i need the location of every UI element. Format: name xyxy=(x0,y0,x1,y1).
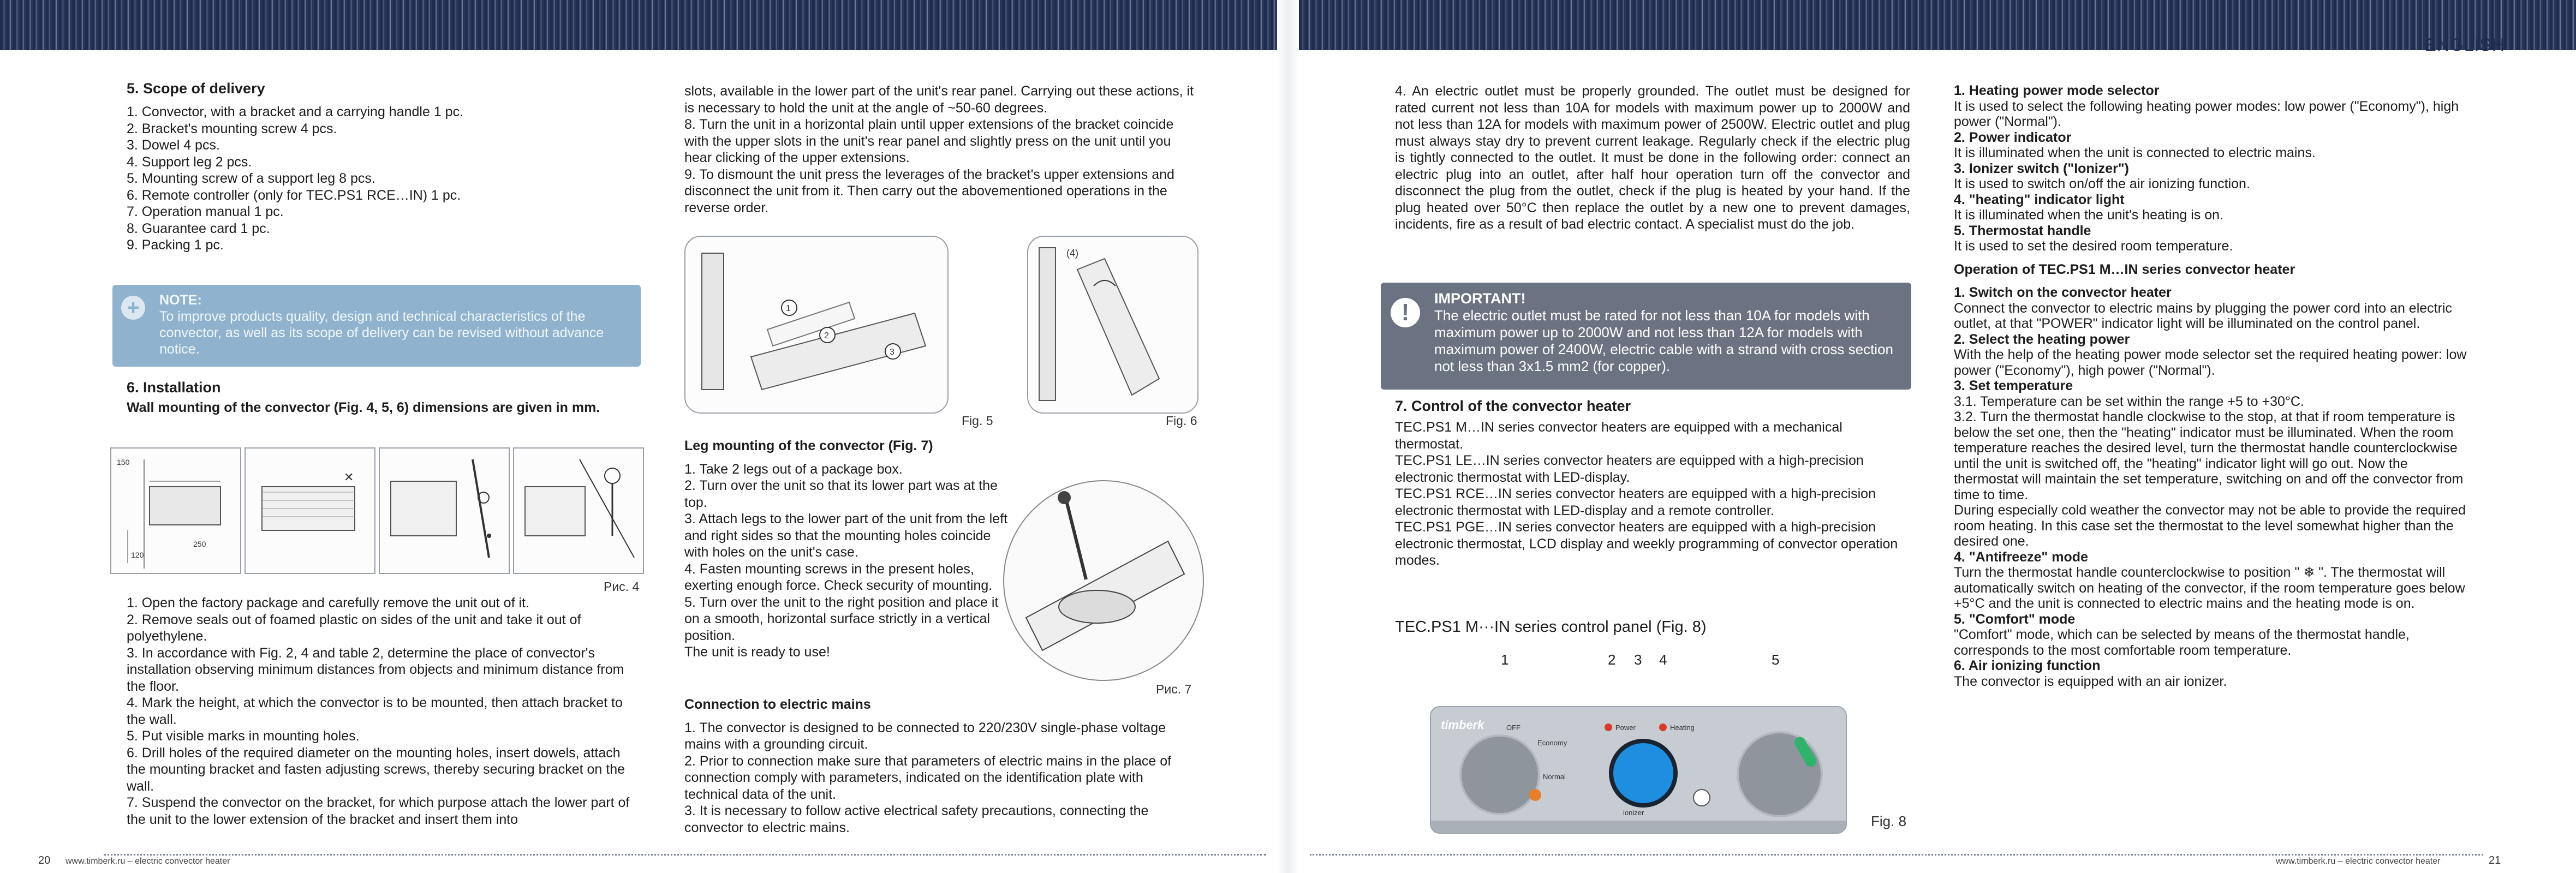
operation-step-title: 2. Select the heating power xyxy=(1954,331,2130,347)
ionizer-switch[interactable] xyxy=(1609,739,1678,808)
svg-text:3: 3 xyxy=(890,348,895,357)
leg-mounting-section xyxy=(684,438,1010,661)
scope-item: 3. Dowel 4 pcs. xyxy=(127,137,220,153)
fig8-caption: Fig. 8 xyxy=(1871,813,1907,829)
callout-number: 1 xyxy=(1501,651,1509,668)
panel-item-title: 2. Power indicator xyxy=(1954,129,2072,145)
fig4-panel-3 xyxy=(379,447,510,574)
page-number-left: 20 xyxy=(38,854,51,866)
fig4-panel-2 xyxy=(245,447,375,574)
fig7-caption: Рис. 7 xyxy=(1156,682,1192,696)
operation-step-title: 1. Switch on the convector heater xyxy=(1954,285,2172,300)
plus-info-icon: + xyxy=(121,296,145,320)
heating-label: Heating xyxy=(1670,723,1695,732)
svg-text:150: 150 xyxy=(117,458,130,467)
mains-step: 1. The convector is designed to be connected to 220/230V single-phase voltage mains with a grounding circuit. xyxy=(684,720,1166,752)
mounting-step: 9. To dismount the unit press the leverages of the bracket's upper extensions and disconnect the unit from it. Then carry out the abovementioned operations in the reverse order. xyxy=(684,166,1174,216)
install-step: 6. Drill holes of the required diameter on the mounting holes, insert dowels, attach the mounting bracket and fasten adjusting screws, thereby securing bracket on the wall. xyxy=(127,745,625,794)
svg-text:250: 250 xyxy=(193,540,206,548)
install-step: 5. Put visible marks in mounting holes. xyxy=(127,728,360,744)
right-column-2 xyxy=(1954,83,2467,689)
operation-step xyxy=(1954,332,2467,379)
thermostat-handle[interactable] xyxy=(1737,731,1823,817)
scope-list xyxy=(127,104,642,254)
mains-heading: Connection to electric mains xyxy=(684,697,871,712)
panel-item xyxy=(1954,192,2467,223)
install-step: 1. Open the factory package and carefully remove the unit out of it. xyxy=(127,595,529,611)
economy-label: Economy xyxy=(1537,739,1567,747)
left-column-1 xyxy=(127,80,642,254)
callout-number: 3 xyxy=(1634,651,1642,668)
scope-item: 2. Bracket's mounting screw 4 pcs. xyxy=(127,121,337,136)
brand-logo: timberk xyxy=(1441,718,1484,732)
operation-step-text: 3.1. Temperature can be set within the range +5 to +30°C. 3.2. Turn the thermostat handle clockwise to the stop, at that if room temperature is below the set one, then the "heating" indicator must be illuminated. When the room temperature reaches the desired level, turn the thermostat handle counterclockwise until the unit is switched off, the "heating" indicator light will go out. Now the thermostat will maintain the set temperature, switching on and off the convector from time to time. During especially cold weather the convector may not be able to provide the required room heating. In this case set the thermostat to the level somewhat higher than the desired one. xyxy=(1954,393,2466,549)
control-section xyxy=(1395,397,1910,569)
install-step: 7. Suspend the convector on the bracket, for which purpose attach the lower part of the unit to the lower extension of the bracket and insert them into xyxy=(127,795,630,827)
leg-step: 3. Attach legs to the lower part of the unit from the left and right sides so that the mounting holes coincide with holes on the unit's case. xyxy=(684,511,1007,560)
mains-section xyxy=(684,696,1200,836)
panel-bottom-edge xyxy=(1431,821,1846,833)
important-box xyxy=(1381,283,1911,390)
mains-step: 2. Prior to connection make sure that parameters of electric mains in the place of connection comply with parameters, indicated on the identification plate with technical data of the unit. xyxy=(684,753,1172,802)
leg-step: 1. Take 2 legs out of a package box. xyxy=(684,461,903,477)
leg-mounting-heading: Leg mounting of the convector (Fig. 7) xyxy=(684,438,933,453)
svg-text:✕: ✕ xyxy=(344,470,354,484)
status-dot xyxy=(1529,789,1541,801)
panel-item-title: 5. Thermostat handle xyxy=(1954,223,2091,238)
leg-attach-illustration xyxy=(1004,481,1203,680)
header-stripe-left xyxy=(0,0,1277,50)
footer-dots-left xyxy=(104,854,1266,856)
panel-item-text: It is used to switch on/off the air ionizing function. xyxy=(1954,176,2250,192)
mounting-continued: slots, available in the lower part of the unit's rear panel. Carrying out these actions, it is necessary to hold the unit at the angle of ~50-60 degrees. xyxy=(684,83,1194,116)
scope-item: 1. Convector, with a bracket and a carrying handle 1 pc. xyxy=(127,104,464,119)
mounting-step: 8. Turn the unit in a horizontal plain until upper extensions of the bracket coincide with the upper slots in the unit's rear panel and slightly press on the unit until you hear clicking of the upper extensions. xyxy=(684,117,1174,165)
fig5-image xyxy=(684,236,949,414)
installation-steps xyxy=(127,595,642,828)
scope-item: 9. Packing 1 pc. xyxy=(127,237,224,253)
operation-step-text: Turn the thermostat handle counterclockwise to position " ❄ ". The thermostat will automatically switch on heating of the convector, if the room temperature goes below +5°C and the unit is connected to electric mains and the heating mode is on. xyxy=(1954,565,2465,611)
scope-item: 4. Support leg 2 pcs. xyxy=(127,154,252,170)
leg-step: 2. Turn over the unit so that its lower part was at the top. xyxy=(684,478,998,510)
operation-step-title: 4. "Antifreeze" mode xyxy=(1954,549,2088,565)
svg-text:1: 1 xyxy=(786,304,791,313)
note-text: To improve products quality, design and technical characteristics of the convector, as well as its scope of delivery can be revised without advance notice. xyxy=(159,309,604,357)
fig5-caption: Fig. 5 xyxy=(962,414,993,428)
operation-step-text: "Comfort" mode, which can be selected by means of the thermostat handle, corresponds to the most comfortable room temperature. xyxy=(1954,627,2410,658)
normal-label: Normal xyxy=(1543,773,1566,781)
operation-step-text: Connect the convector to electric mains by plugging the power cord into an electric outlet, at that "POWER" indicator light will be illuminated on the control panel. xyxy=(1954,300,2452,331)
panel-item-title: 3. Ionizer switch ("Ionizer") xyxy=(1954,160,2129,176)
operation-step-text: With the help of the heating power mode selector set the required heating power: low power ("Economy"), high power ("Normal"). xyxy=(1954,347,2467,378)
scope-item: 6. Remote controller (only for TEC.PS1 RCE…IN) 1 pc. xyxy=(127,187,461,203)
operation-step-title: 3. Set temperature xyxy=(1954,378,2073,393)
control-panel-image xyxy=(1430,706,1847,834)
fig4-panel-4 xyxy=(513,447,644,574)
svg-text:120: 120 xyxy=(131,551,144,559)
operation-step xyxy=(1954,285,2467,332)
operation-heading: Operation of TEC.PS1 M…IN series convector heater xyxy=(1954,261,2295,277)
wall-clearance-illustration xyxy=(111,449,240,573)
panel-item xyxy=(1954,83,2467,130)
left-column-2 xyxy=(684,83,1200,216)
operation-step-title: 6. Air ionizing function xyxy=(1954,658,2101,673)
fig7-image xyxy=(1003,480,1204,681)
scope-item: 7. Operation manual 1 pc. xyxy=(127,204,284,219)
panel-item xyxy=(1954,130,2467,161)
scope-heading: 5. Scope of delivery xyxy=(127,80,265,97)
antifreeze-icon xyxy=(1693,789,1710,806)
mains-step: 3. It is necessary to follow active electrical safety precautions, connecting the convector to electric mains. xyxy=(684,803,1149,835)
leg-step: 5. Turn over the unit to the right position and place it on a smooth, horizontal surface strictly in a vertical position. xyxy=(684,594,999,643)
control-heading: 7. Control of the convector heater xyxy=(1395,398,1631,414)
note-title: NOTE: xyxy=(159,292,202,308)
install-step: 4. Mark the height, at which the convector is to be mounted, then attach bracket to the wall. xyxy=(127,695,623,727)
dismount-illustration xyxy=(1028,237,1197,412)
page-gutter xyxy=(1277,0,1299,873)
fig6-caption: Fig. 6 xyxy=(1166,414,1197,428)
panel-item-title: 1. Heating power mode selector xyxy=(1954,83,2160,98)
panel-item-text: It is used to set the desired room temperature. xyxy=(1954,238,2233,254)
important-title: IMPORTANT! xyxy=(1434,290,1526,307)
operation-step xyxy=(1954,612,2467,659)
note-box xyxy=(112,285,641,367)
header-stripe-right xyxy=(1299,0,2576,50)
installation-heading: 6. Installation xyxy=(127,379,221,396)
outlet-text: 4. An electric outlet must be properly grounded. The outlet must be designed for rated current not less than 10A for models with maximum power up to 2000W and not less than 12A for models with maximum power of 2500W. Electric outlet and plug must always stay dry to prevent current leakage. Regularly check if the electric plug is tightly connected to the outlet. It must be done in the following order: connect an electric plug into an outlet, after half hour operation turn off the convector and disconnect the plug from the outlet, check if the plug is heated by your hand. If the plug heated over 50°C then replace the outlet by a new one to prevent damages, incidents, fire as a result of bad electric contact. A specialist must do the job. xyxy=(1395,83,1910,232)
panel-item-text: It is illuminated when the unit is connected to electric mains. xyxy=(1954,145,2316,160)
footer-site-left: www.timberk.ru – electric convector heater xyxy=(65,857,230,866)
drilling-illustration xyxy=(380,449,509,573)
power-label: Power xyxy=(1615,723,1636,732)
power-indicator-icon xyxy=(1605,723,1612,731)
leg-step: The unit is ready to use! xyxy=(684,644,830,660)
panel-item xyxy=(1954,223,2467,254)
scope-item: 8. Guarantee card 1 pc. xyxy=(127,220,270,236)
heating-indicator-icon xyxy=(1659,723,1667,731)
install-step: 2. Remove seals out of foamed plastic on sides of the unit and take it out of polyethylene. xyxy=(127,612,581,644)
fig4-caption: Рис. 4 xyxy=(604,579,640,594)
svg-text:(4): (4) xyxy=(1066,248,1078,259)
scope-item: 5. Mounting screw of a support leg 8 pcs. xyxy=(127,171,375,186)
panel-item-title: 4. "heating" indicator light xyxy=(1954,192,2125,207)
ionizer-label: ionizer xyxy=(1623,809,1644,817)
fig4-panel-1 xyxy=(110,447,241,574)
callout-number: 2 xyxy=(1608,651,1616,668)
power-mode-selector[interactable] xyxy=(1459,734,1540,815)
footer-site-right: www.timberk.ru – electric convector heater xyxy=(2276,857,2441,866)
operation-step-title: 5. "Comfort" mode xyxy=(1954,611,2076,627)
panel-item-text: It is used to select the following heating power modes: low power ("Economy"), high power ("Normal"). xyxy=(1954,98,2459,129)
right-column-1 xyxy=(1395,83,1910,233)
language-label: ENGLISH xyxy=(2424,35,2505,55)
callout-number: 5 xyxy=(1772,651,1780,668)
warning-icon: ! xyxy=(1391,298,1420,327)
model-description: TEC.PS1 PGE…IN series convector heaters are equipped with a high-precision electronic thermostat, LCD display and weekly programming of convector operation modes. xyxy=(1395,519,1898,568)
leg-step: 4. Fasten mounting screws in the present holes, exerting enough force. Check security of mounting. xyxy=(684,561,993,593)
operation-step xyxy=(1954,549,2467,612)
operation-step-text: The convector is equipped with an air ionizer. xyxy=(1954,673,2227,689)
svg-text:2: 2 xyxy=(824,331,829,340)
panel-heading: TEC.PS1 M···IN series control panel (Fig. 8) xyxy=(1395,618,1707,636)
panel-item-text: It is illuminated when the unit's heating is on. xyxy=(1954,207,2223,223)
fig6-image xyxy=(1027,236,1198,414)
footer-dots-right xyxy=(1310,854,2483,856)
panel-item xyxy=(1954,161,2467,192)
model-description: TEC.PS1 LE…IN series convector heaters are equipped with a high-precision electronic thermostat with LED-display. xyxy=(1395,453,1864,485)
bracket-marking-illustration xyxy=(246,449,374,573)
page-number-right: 21 xyxy=(2489,854,2501,866)
operation-step xyxy=(1954,378,2467,549)
bracket-hanging-illustration xyxy=(685,237,947,412)
person-mounting-illustration xyxy=(514,449,643,573)
off-label: OFF xyxy=(1506,723,1520,732)
callout-number: 4 xyxy=(1659,651,1667,668)
operation-step xyxy=(1954,658,2467,689)
important-text: The electric outlet must be rated for not less than 10A for models with maximum power up to 2000W and not less than 12A for models with maximum power of 2400W, electric cable with a strand with cross section not less than 3x1.5 mm2 (for copper). xyxy=(1434,307,1894,374)
install-step: 3. In accordance with Fig. 2, 4 and table 2, determine the place of convector's installation observing minimum distances from objects and minimum distance from the floor. xyxy=(127,645,624,694)
wall-mounting-heading: Wall mounting of the convector (Fig. 4, 5, 6) dimensions are given in mm. xyxy=(127,400,600,415)
model-description: TEC.PS1 M…IN series convector heaters are equipped with a mechanical thermostat. xyxy=(1395,420,1842,452)
installation-section xyxy=(127,379,642,416)
model-description: TEC.PS1 RCE…IN series convector heaters are equipped with a high-precision electronic thermostat with LED-display and a remote controller. xyxy=(1395,486,1876,518)
